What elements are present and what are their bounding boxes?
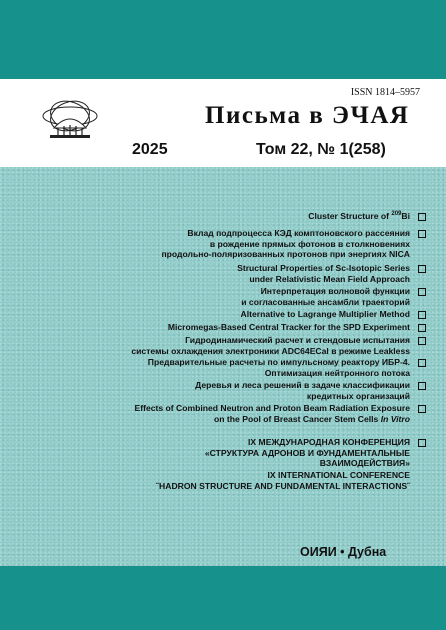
contents-item <box>90 380 410 401</box>
checkbox-icon <box>418 439 426 447</box>
contents-line: on the Pool of Breast Cancer Stem Cells In Vitro <box>214 413 410 424</box>
contents-item <box>90 322 410 333</box>
contents-line: продольно-поляризованных протонов при энергиях NICA <box>161 249 410 260</box>
contents-item <box>90 286 410 307</box>
contents-line: Гидродинамический расчет и стендовые испытания <box>185 335 410 345</box>
contents-item <box>90 403 410 424</box>
contents-line: Предварительные расчеты по импульсному реактору ИБР-4. <box>147 357 410 367</box>
bottom-color-band <box>0 566 446 630</box>
contents-line: системы охлаждения электроники ADC64ECal в режиме Leakless <box>131 345 410 356</box>
contents-line: under Relativistic Mean Field Approach <box>249 273 410 284</box>
contents-line: кредитных организаций <box>306 390 410 401</box>
contents-line: Alternative to Lagrange Multiplier Method <box>240 309 410 319</box>
contents-line: Интерпретация волновой функции <box>260 286 410 296</box>
issue-year: 2025 <box>132 141 168 158</box>
contents-line: Micromegas-Based Central Tracker for the SPD Experiment <box>167 322 410 332</box>
checkbox-icon <box>418 311 426 319</box>
checkbox-icon <box>418 337 426 345</box>
conference-line: ВЗАИМОДЕЙСТВИЯ» <box>319 458 410 469</box>
conference-line: IX МЕЖДУНАРОДНАЯ КОНФЕРЕНЦИЯ <box>248 437 410 447</box>
conference-line: ˝HADRON STRUCTURE AND FUNDAMENTAL INTERACTIONS˝ <box>156 480 410 491</box>
contents-line: Оптимизация нейтронного потока <box>264 367 410 378</box>
jinr-logo-icon <box>40 98 100 142</box>
contents-line: и согласованные ансамбли траекторий <box>241 296 410 307</box>
conference-title-ru <box>90 437 410 469</box>
issn-number: ISSN 1814–5957 <box>350 87 420 98</box>
checkbox-icon <box>418 288 426 296</box>
checkbox-icon <box>418 230 426 238</box>
contents-item <box>90 228 410 260</box>
contents-line: в рождение прямых фотонов в столкновениях <box>209 238 410 249</box>
checkbox-icon <box>418 265 426 273</box>
contents-line: Cluster Structure of $^{209}$Bi <box>308 211 410 221</box>
contents-item <box>90 335 410 356</box>
contents-line: Effects of Combined Neutron and Proton Beam Radiation Exposure <box>134 403 410 413</box>
issue-volume: Том 22, № 1(258) <box>256 141 386 158</box>
checkbox-icon <box>418 382 426 390</box>
journal-title: Письма в ЭЧАЯ <box>205 102 410 129</box>
top-color-band <box>0 0 446 79</box>
publisher-label: ОИЯИ • Дубна <box>300 545 387 559</box>
checkbox-icon <box>418 359 426 367</box>
contents-item <box>90 211 410 222</box>
conference-line: IX INTERNATIONAL CONFERENCE <box>267 470 410 480</box>
contents-item <box>90 263 410 284</box>
contents-item <box>90 309 410 320</box>
contents-line: Вклад подпроцесса КЭД комптоновского рассеяния <box>187 228 410 238</box>
conference-line: «СТРУКТУРА АДРОНОВ И ФУНДАМЕНТАЛЬНЫЕ <box>204 447 410 458</box>
checkbox-icon <box>418 324 426 332</box>
contents-line: Деревья и леса решений в задаче классификации <box>195 380 410 390</box>
contents-line: Structural Properties of Sc-Isotopic Series <box>237 263 410 273</box>
checkbox-icon <box>418 405 426 413</box>
checkbox-icon <box>418 213 426 221</box>
contents-item <box>90 357 410 378</box>
conference-title-en <box>90 470 410 491</box>
